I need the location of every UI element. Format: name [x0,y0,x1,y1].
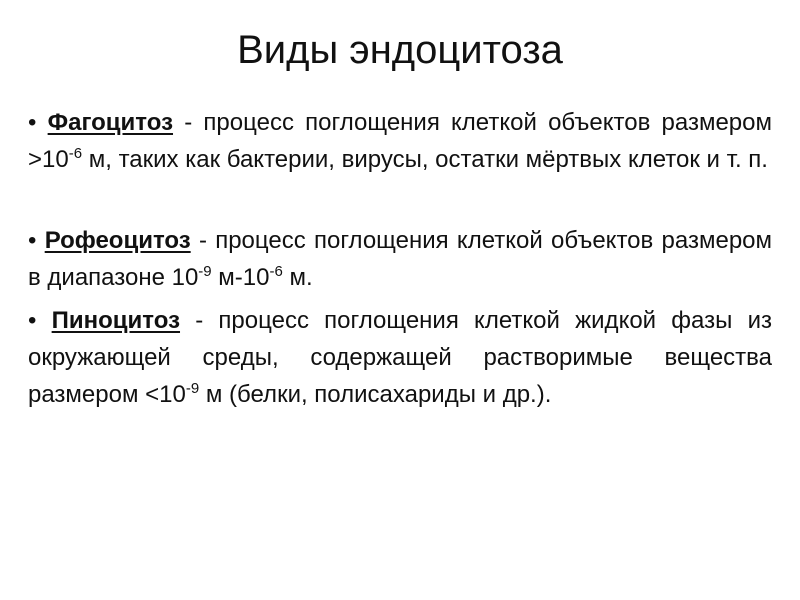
exponent: -9 [185,380,200,397]
definition-text: м-10 [211,264,270,291]
bullet: • [28,227,37,254]
definition-text: м. [282,264,313,291]
slide-title: Виды эндоцитоза [237,28,563,72]
term-phagocytosis: Фагоцитоз [47,109,174,136]
bullet: • [28,109,37,136]
term-pinocytosis: Пиноцитоз [51,307,181,334]
exponent: -9 [198,263,212,280]
list-item-rhopheocytosis [28,222,772,296]
definition-text: м, таких как бактерии, вирусы, остатки мёртвых клеток и т. п. [82,146,768,173]
definition-text: м (белки, полисахариды и др.). [199,381,552,408]
definition-text: - процесс поглощения клеткой жидкой фазы из окружающей среды, содержащей растворимые вещества размером <10 [28,307,773,408]
list-item-phagocytosis [28,104,772,178]
definition-text: - процесс поглощения клеткой объектов размером в диапазоне 10 [28,227,773,291]
definition-text: - процесс поглощения клеткой объектов размером >10 [28,109,773,173]
exponent: -6 [269,263,283,280]
bullet: • [28,307,37,334]
term-rhopheocytosis: Рофеоцитоз [44,227,191,254]
exponent: -6 [68,145,83,162]
list-item-pinocytosis [28,302,772,413]
